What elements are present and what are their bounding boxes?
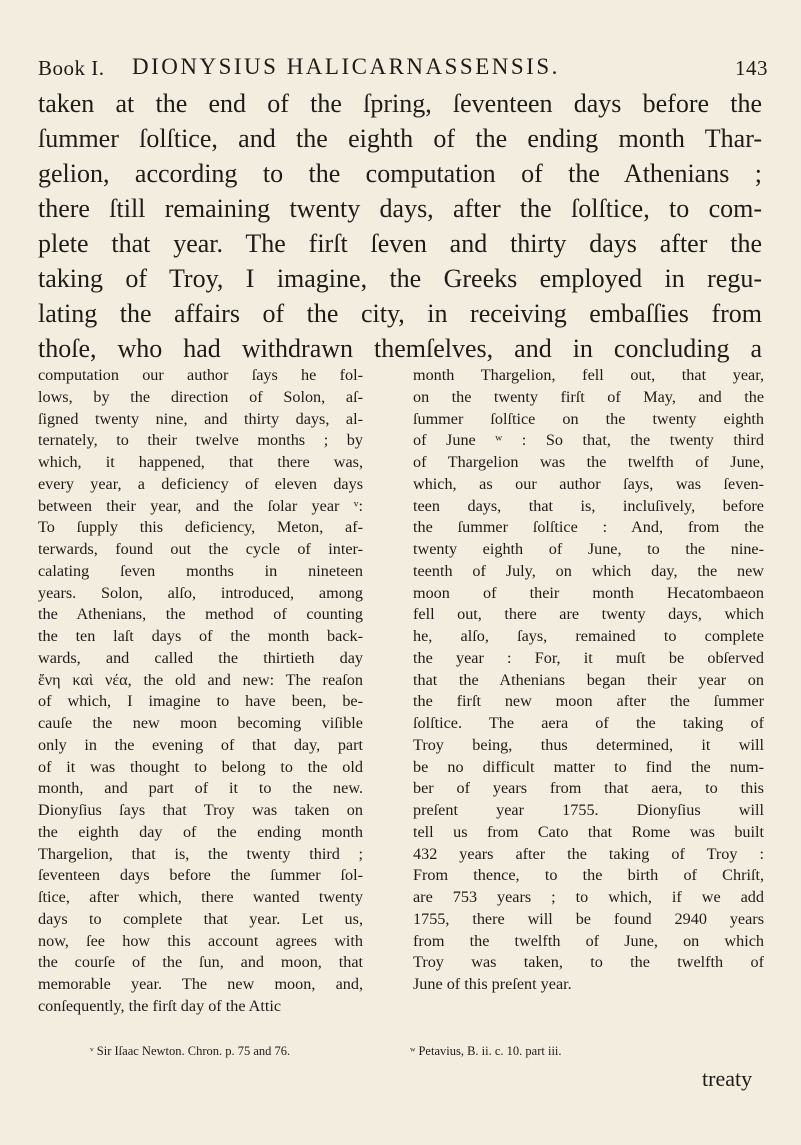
note-line: Thargelion, that is, the twenty third ; [38, 844, 363, 863]
note-line: memorable year. The new moon, and, [38, 975, 363, 993]
note-line: ternately, to their twelve months ; by [38, 431, 363, 450]
note-line: tell us from Cato that Rome was built [413, 822, 764, 841]
note-line: ſtice, after which, there wanted twenty [38, 888, 363, 906]
note-line: To ſupply this deficiency, Meton, af- [38, 518, 363, 537]
note-line: Dionyſius ſays that Troy was taken on [38, 801, 363, 819]
footnote-v: ᵛ Sir Iſaac Newton. Chron. p. 75 and 76. [90, 1044, 291, 1058]
footnotes [90, 1044, 770, 1059]
book-label: Book I. [38, 56, 105, 80]
running-header [38, 52, 768, 86]
main-line: there ſtill remaining twenty days, after the ſolſtice, to com- [38, 194, 762, 223]
main-line: taking of Troy, I imagine, the Greeks employed in regu- [38, 264, 762, 293]
note-line: ſigned twenty nine, and thirty days, al- [38, 409, 363, 428]
note-line: the courſe of the ſun, and moon, that [38, 953, 363, 972]
note-line: be no difficult matter to find the num- [413, 757, 764, 776]
main-line: gelion, according to the computation of the Athenians ; [38, 159, 762, 188]
note-line: moon of their month Hecatombaeon [413, 583, 764, 602]
note-line: that the Athenians began their year on [413, 670, 764, 689]
note-line: ἔνη καὶ νέα, the old and new: The reaſon [38, 670, 363, 689]
note-line: of June ʷ : So that, the twenty third [413, 431, 764, 450]
note-line: of which, I imagine to have been, be- [38, 692, 363, 711]
note-line: only in the evening of that day, part [38, 735, 363, 754]
catchword: treaty [702, 1066, 753, 1091]
main-line: taken at the end of the ſpring, ſeventeen days before the [38, 89, 762, 118]
note-line: which, it happened, that there was, [38, 453, 363, 471]
running-title: DIONYSIUS HALICARNASSENSIS. [132, 54, 560, 79]
note-line: lows, by the direction of Solon, aſ- [38, 387, 363, 406]
note-line: the Athenians, the method of counting [38, 605, 363, 624]
note-line: the year : For, it muſt be obſerved [413, 648, 764, 667]
note-line: the eighth day of the ending month [38, 822, 363, 841]
main-line: plete that year. The firſt ſeven and thirty days after the [38, 229, 762, 258]
note-line: of Thargelion was the twelfth of June, [413, 453, 764, 471]
note-line: terwards, found out the cycle of inter- [38, 540, 363, 558]
note-line: are 753 years ; to which, if we add [413, 888, 764, 906]
note-line: the ten laſt days of the month back- [38, 627, 363, 645]
note-line: every year, a deficiency of eleven days [38, 474, 363, 493]
note-line: ſummer ſolſtice on the twenty eighth [413, 409, 764, 428]
main-line: ſummer ſolſtice, and the eighth of the ending month Thar- [38, 124, 762, 153]
note-line: ſeventeen days before the ſummer ſol- [38, 866, 363, 885]
note-line: teen days, that is, incluſively, before [413, 496, 764, 515]
note-line: the ſummer ſolſtice : And, from the [413, 518, 764, 537]
note-line: preſent year 1755. Dionyſius will [413, 801, 764, 819]
main-line: thoſe, who had withdrawn themſelves, and in concluding a [38, 334, 762, 363]
note-line: years. Solon, alſo, introduced, among [38, 583, 363, 602]
note-line: on the twenty firſt of May, and the [413, 387, 764, 406]
note-line: 432 years after the taking of Troy : [413, 844, 764, 863]
note-line: of it was thought to belong to the old [38, 757, 363, 776]
note-line: twenty eighth of June, to the nine- [413, 540, 764, 558]
note-line: between their year, and the ſolar year ᵛ: [38, 496, 363, 515]
note-line: which, as our author ſays, was ſeven- [413, 474, 764, 493]
note-line: he, alſo, ſays, remained to complete [413, 627, 764, 645]
page-number: 143 [735, 56, 768, 80]
note-line: From thence, to the birth of Chriſt, [413, 866, 764, 885]
note-line: month Thargelion, fell out, that year, [413, 366, 764, 384]
main-text [38, 86, 762, 366]
note-line: conſequently, the firſt day of the Attic [38, 996, 282, 1015]
note-line: cauſe the new moon becoming viſible [38, 714, 363, 732]
note-line: from the twelfth of June, on which [413, 931, 764, 950]
note-line: calating ſeven months in nineteen [38, 561, 363, 580]
main-line: lating the affairs of the city, in receiving embaſſies from [38, 299, 762, 328]
note-line: computation our author ſays he fol- [38, 366, 363, 384]
note-line: teenth of July, on which day, the new [413, 561, 764, 580]
note-line: month, and part of it to the new. [38, 779, 363, 798]
note-line: fell out, there are twenty days, which [413, 605, 764, 624]
note-line: June of this preſent year. [413, 975, 572, 993]
footnote-w: ʷ Petavius, B. ii. c. 10. part iii. [410, 1044, 562, 1058]
note-line: ſolſtice. The aera of the taking of [413, 714, 764, 732]
note-line: Troy being, thus determined, it will [413, 735, 764, 754]
note-line: days to complete that year. Let us, [38, 909, 363, 928]
note-line: now, ſee how this account agrees with [38, 931, 363, 950]
note-line: the firſt new moon after the ſummer [413, 692, 764, 711]
note-line: wards, and called the thirtieth day [38, 648, 363, 667]
note-line: 1755, there will be found 2940 years [413, 909, 764, 928]
note-line: ber of years from that aera, to this [413, 779, 764, 798]
note-line: Troy was taken, to the twelfth of [413, 953, 764, 972]
note-column-left [38, 365, 363, 1018]
note-column-right [413, 365, 764, 996]
